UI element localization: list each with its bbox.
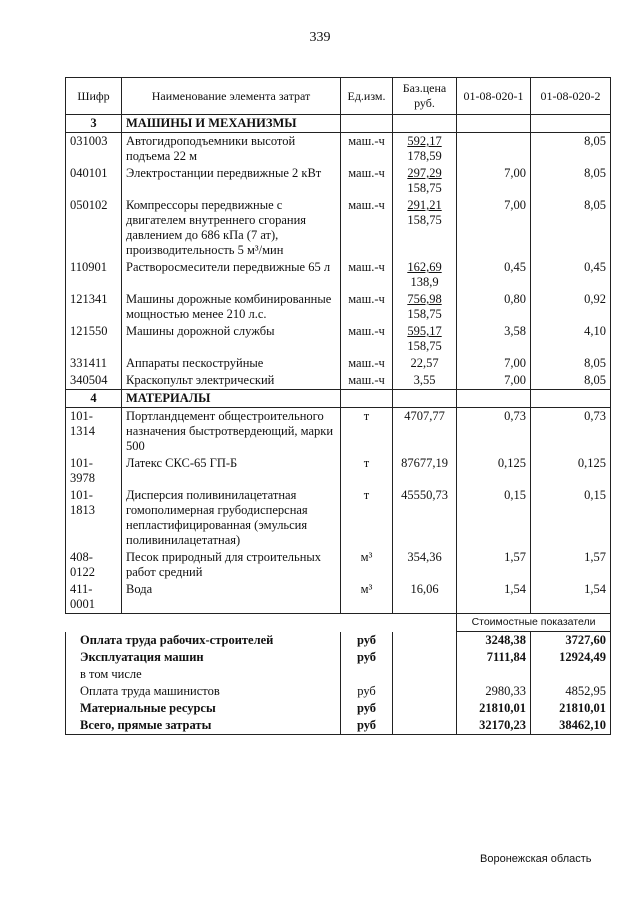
base-price-wage: 138,9 xyxy=(410,275,439,289)
table-row xyxy=(66,165,611,197)
summary-value-col2: 12924,49 xyxy=(531,649,611,666)
section-empty-cell xyxy=(341,390,393,408)
table-row xyxy=(66,355,611,372)
summary-value-col2: 3727,60 xyxy=(531,632,611,650)
row-unit: м³ xyxy=(341,581,393,614)
summary-unit: руб xyxy=(341,649,393,666)
row-value-col1: 0,15 xyxy=(457,487,531,549)
row-code: 031003 xyxy=(66,133,122,166)
row-code: 408-0122 xyxy=(66,549,122,581)
base-price-value: 595,17 xyxy=(407,324,442,338)
summary-empty-cell xyxy=(393,632,457,650)
summary-value-col2: 38462,10 xyxy=(531,717,611,735)
summary-unit: руб xyxy=(341,632,393,650)
table-row xyxy=(66,372,611,390)
row-code: 121341 xyxy=(66,291,122,323)
row-name: Растворосмесители передвижные 65 л xyxy=(122,259,341,291)
row-base-price xyxy=(393,165,457,197)
section-empty-cell xyxy=(393,390,457,408)
row-code: 050102 xyxy=(66,197,122,259)
table-row xyxy=(66,581,611,614)
header-base-price-line2: руб. xyxy=(414,96,435,110)
base-price-value: 756,98 xyxy=(407,292,442,306)
cost-table xyxy=(65,77,611,735)
summary-value-col1: 3248,38 xyxy=(457,632,531,650)
summary-value-col2: 4852,95 xyxy=(531,683,611,700)
base-price-value: 87677,19 xyxy=(401,456,448,470)
row-value-col2: 8,05 xyxy=(531,133,611,166)
base-price-wage: 178,59 xyxy=(407,149,442,163)
row-code: 340504 xyxy=(66,372,122,390)
summary-empty-cell xyxy=(393,649,457,666)
row-unit: маш.-ч xyxy=(341,165,393,197)
row-value-col2: 8,05 xyxy=(531,372,611,390)
footer-region: Воронежская область xyxy=(480,853,592,865)
items-body xyxy=(66,115,611,614)
row-value-col1: 7,00 xyxy=(457,372,531,390)
summary-caption: Стоимостные показатели xyxy=(457,614,611,632)
row-code: 040101 xyxy=(66,165,122,197)
table-row xyxy=(66,133,611,166)
row-name: Вода xyxy=(122,581,341,614)
row-value-col1: 7,00 xyxy=(457,197,531,259)
summary-label: Материальные ресурсы xyxy=(66,700,341,717)
row-base-price xyxy=(393,581,457,614)
header-base-price xyxy=(393,78,457,115)
table-row xyxy=(66,487,611,549)
row-value-col1: 1,54 xyxy=(457,581,531,614)
row-name: Компрессоры передвижные с двигателем внутреннего сгорания давлением до 686 кПа (7 ат), производительность 5 м³/мин xyxy=(122,197,341,259)
row-base-price xyxy=(393,259,457,291)
table-row xyxy=(66,455,611,487)
base-price-wage: 158,75 xyxy=(407,213,442,227)
table-row xyxy=(66,323,611,355)
row-code: 411-0001 xyxy=(66,581,122,614)
summary-value-col2: 21810,01 xyxy=(531,700,611,717)
section-title: МАШИНЫ И МЕХАНИЗМЫ xyxy=(122,115,341,133)
header-base-price-line1: Баз.цена xyxy=(402,81,447,95)
summary-label: Всего, прямые затраты xyxy=(66,717,341,735)
base-price-value: 592,17 xyxy=(407,134,442,148)
summary-value-col1: 32170,23 xyxy=(457,717,531,735)
row-value-col2: 0,125 xyxy=(531,455,611,487)
row-base-price xyxy=(393,291,457,323)
row-base-price xyxy=(393,372,457,390)
row-unit: маш.-ч xyxy=(341,259,393,291)
summary-value-col1: 21810,01 xyxy=(457,700,531,717)
row-unit: м³ xyxy=(341,549,393,581)
summary-value-col1 xyxy=(457,666,531,683)
row-value-col1: 7,00 xyxy=(457,165,531,197)
summary-label: Оплата труда рабочих-строителей xyxy=(66,632,341,650)
summary-row xyxy=(66,632,611,650)
summary-label: в том числе xyxy=(66,666,341,683)
row-name: Электростанции передвижные 2 кВт xyxy=(122,165,341,197)
table-row xyxy=(66,259,611,291)
row-value-col2: 0,92 xyxy=(531,291,611,323)
row-value-col2: 0,45 xyxy=(531,259,611,291)
base-price-value: 4707,77 xyxy=(404,409,445,423)
row-name: Портландцемент общестроительного назначения быстротвердеющий, марки 500 xyxy=(122,408,341,456)
base-price-value: 22,57 xyxy=(410,356,439,370)
row-value-col1 xyxy=(457,133,531,166)
row-base-price xyxy=(393,549,457,581)
row-base-price xyxy=(393,408,457,456)
row-base-price xyxy=(393,133,457,166)
row-unit: т xyxy=(341,408,393,456)
section-row xyxy=(66,390,611,408)
row-unit: маш.-ч xyxy=(341,197,393,259)
summary-empty-cell xyxy=(393,700,457,717)
row-value-col1: 0,45 xyxy=(457,259,531,291)
base-price-value: 297,29 xyxy=(407,166,442,180)
base-price-value: 291,21 xyxy=(407,198,442,212)
row-value-col2: 8,05 xyxy=(531,165,611,197)
header-col1: 01-08-020-1 xyxy=(457,78,531,115)
row-unit: маш.-ч xyxy=(341,291,393,323)
row-unit: т xyxy=(341,455,393,487)
summary-label: Оплата труда машинистов xyxy=(66,683,341,700)
row-unit: маш.-ч xyxy=(341,355,393,372)
summary-body xyxy=(66,614,611,735)
summary-empty-cell xyxy=(393,683,457,700)
summary-empty-cell xyxy=(393,666,457,683)
row-unit: маш.-ч xyxy=(341,323,393,355)
row-unit: т xyxy=(341,487,393,549)
summary-row xyxy=(66,666,611,683)
summary-unit: руб xyxy=(341,700,393,717)
base-price-value: 354,36 xyxy=(407,550,442,564)
row-value-col1: 1,57 xyxy=(457,549,531,581)
row-value-col1: 0,73 xyxy=(457,408,531,456)
summary-row xyxy=(66,717,611,735)
row-value-col1: 7,00 xyxy=(457,355,531,372)
row-value-col2: 8,05 xyxy=(531,355,611,372)
base-price-wage: 158,75 xyxy=(407,339,442,353)
row-value-col1: 0,80 xyxy=(457,291,531,323)
section-empty-cell xyxy=(393,115,457,133)
table-row xyxy=(66,549,611,581)
row-value-col2: 0,73 xyxy=(531,408,611,456)
row-code: 110901 xyxy=(66,259,122,291)
header-col2: 01-08-020-2 xyxy=(531,78,611,115)
row-name: Автогидроподъемники высотой подъема 22 м xyxy=(122,133,341,166)
row-unit: маш.-ч xyxy=(341,133,393,166)
summary-value-col1: 7111,84 xyxy=(457,649,531,666)
summary-value-col1: 2980,33 xyxy=(457,683,531,700)
row-code: 101-3978 xyxy=(66,455,122,487)
table-header xyxy=(66,78,611,115)
row-value-col1: 3,58 xyxy=(457,323,531,355)
summary-row xyxy=(66,649,611,666)
row-base-price xyxy=(393,455,457,487)
row-name: Песок природный для строительных работ средний xyxy=(122,549,341,581)
row-code: 101-1813 xyxy=(66,487,122,549)
row-base-price xyxy=(393,355,457,372)
section-empty-cell xyxy=(531,390,611,408)
row-value-col2: 0,15 xyxy=(531,487,611,549)
row-name: Машины дорожные комбинированные мощностью менее 210 л.с. xyxy=(122,291,341,323)
base-price-wage: 158,75 xyxy=(407,307,442,321)
row-base-price xyxy=(393,487,457,549)
summary-row xyxy=(66,683,611,700)
summary-unit xyxy=(341,666,393,683)
section-number: 4 xyxy=(66,390,122,408)
page-number: 339 xyxy=(309,30,331,45)
summary-label: Эксплуатация машин xyxy=(66,649,341,666)
table-row xyxy=(66,408,611,456)
section-empty-cell xyxy=(531,115,611,133)
row-name: Аппараты пескоструйные xyxy=(122,355,341,372)
header-unit: Ед.изм. xyxy=(341,78,393,115)
row-value-col2: 4,10 xyxy=(531,323,611,355)
summary-unit: руб xyxy=(341,683,393,700)
summary-value-col2 xyxy=(531,666,611,683)
row-unit: маш.-ч xyxy=(341,372,393,390)
table-row xyxy=(66,197,611,259)
row-value-col2: 8,05 xyxy=(531,197,611,259)
section-number: 3 xyxy=(66,115,122,133)
row-code: 121550 xyxy=(66,323,122,355)
base-price-wage: 158,75 xyxy=(407,181,442,195)
base-price-value: 162,69 xyxy=(407,260,442,274)
row-code: 101-1314 xyxy=(66,408,122,456)
base-price-value: 16,06 xyxy=(410,582,439,596)
summary-unit: руб xyxy=(341,717,393,735)
header-code: Шифр xyxy=(66,78,122,115)
row-name: Машины дорожной службы xyxy=(122,323,341,355)
summary-row xyxy=(66,700,611,717)
summary-empty-cell xyxy=(393,717,457,735)
section-title: МАТЕРИАЛЫ xyxy=(122,390,341,408)
base-price-value: 45550,73 xyxy=(401,488,448,502)
row-base-price xyxy=(393,323,457,355)
row-value-col2: 1,54 xyxy=(531,581,611,614)
row-value-col1: 0,125 xyxy=(457,455,531,487)
base-price-value: 3,55 xyxy=(413,373,436,387)
section-empty-cell xyxy=(457,390,531,408)
row-name: Краскопульт электрический xyxy=(122,372,341,390)
table-row xyxy=(66,291,611,323)
header-name: Наименование элемента затрат xyxy=(122,78,341,115)
row-name: Дисперсия поливинилацетатная гомополимерная грубодисперсная непластифицированная (эмульсия поливинилацетатная) xyxy=(122,487,341,549)
row-name: Латекс СКС-65 ГП-Б xyxy=(122,455,341,487)
row-value-col2: 1,57 xyxy=(531,549,611,581)
section-empty-cell xyxy=(457,115,531,133)
row-base-price xyxy=(393,197,457,259)
row-code: 331411 xyxy=(66,355,122,372)
section-empty-cell xyxy=(341,115,393,133)
section-row xyxy=(66,115,611,133)
